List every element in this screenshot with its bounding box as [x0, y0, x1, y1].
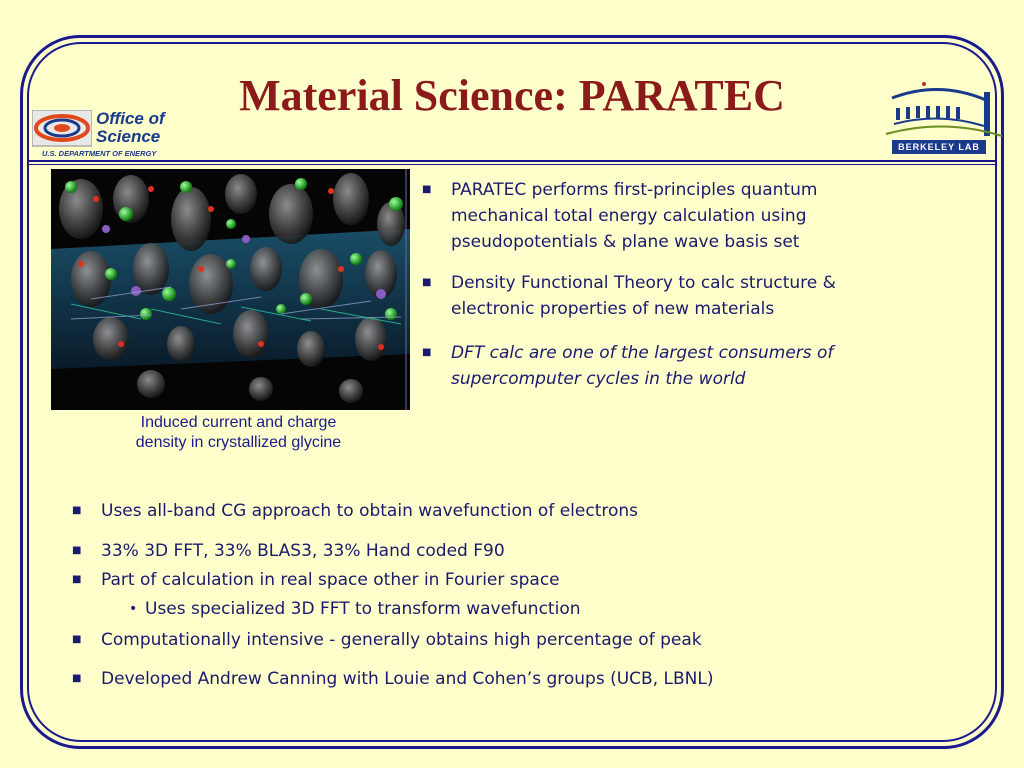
right-bullet-3-text: DFT calc are one of the largest consumers of supercomputer cycles in the world: [451, 343, 834, 389]
right-bullet-2: [422, 270, 892, 322]
bullet-square-icon: ■: [422, 184, 432, 195]
bottom-bullet-1-text: Uses all-band CG approach to obtain wavefunction of electrons: [101, 501, 639, 521]
sub-bullet-1: [129, 596, 829, 622]
bullet-square-icon: ■: [72, 634, 82, 645]
bottom-bullet-2: [72, 538, 912, 564]
bullet-square-icon: ■: [422, 277, 432, 288]
bottom-bullet-1: [72, 498, 912, 524]
office-of-science-logo: [30, 108, 190, 160]
berkeley-lab-building-icon: [884, 78, 1004, 140]
bottom-bullet-4: [72, 627, 912, 653]
bottom-bullet-3: [72, 567, 912, 593]
bullet-square-icon: ■: [72, 673, 82, 684]
right-bullet-1-text: PARATEC performs first-principles quantum mechanical total energy calculation using pseudopotentials & plane wave basis set: [451, 180, 818, 252]
berkeley-lab-label: BERKELEY LAB: [892, 140, 986, 154]
bottom-bullet-3-text: Part of calculation in real space other in Fourier space: [101, 570, 560, 590]
right-bullet-3: [422, 340, 892, 392]
glycine-density-figure: [51, 169, 410, 410]
doe-swirl-icon: [32, 110, 92, 150]
slide-title: Material Science: PARATEC: [239, 71, 785, 120]
bottom-bullet-4-text: Computationally intensive - generally obtains high percentage of peak: [101, 630, 702, 650]
caption-line-1: Induced current and charge: [140, 414, 337, 431]
right-bullet-2-text: Density Functional Theory to calc structure & electronic properties of new materials: [451, 273, 836, 319]
caption-line-2: density in crystallized glycine: [135, 434, 342, 451]
right-bullet-1: [422, 177, 892, 255]
header-rule-top: [27, 160, 997, 162]
bullet-square-icon: ■: [72, 505, 82, 516]
bullet-square-icon: ■: [72, 545, 82, 556]
bullet-square-icon: ■: [72, 574, 82, 585]
bullet-dot-icon: •: [129, 601, 138, 617]
logo-line-doe: U.S. DEPARTMENT OF ENERGY: [42, 149, 157, 158]
logo-line-office: Office of: [96, 109, 165, 128]
berkeley-lab-logo: [884, 78, 1004, 158]
bottom-bullet-2-text: 33% 3D FFT, 33% BLAS3, 33% Hand coded F90: [101, 541, 505, 561]
bottom-bullet-5: [72, 666, 912, 692]
logo-line-science: Science: [96, 127, 161, 146]
bullet-square-icon: ■: [422, 347, 432, 358]
header-rule-bottom: [27, 164, 997, 165]
bottom-bullet-5-text: Developed Andrew Canning with Louie and Cohen’s groups (UCB, LBNL): [101, 669, 714, 689]
figure-caption: [51, 413, 426, 453]
sub-bullet-1-text: Uses specialized 3D FFT to transform wavefunction: [145, 599, 581, 619]
crystal-visualization-image: [51, 169, 410, 410]
